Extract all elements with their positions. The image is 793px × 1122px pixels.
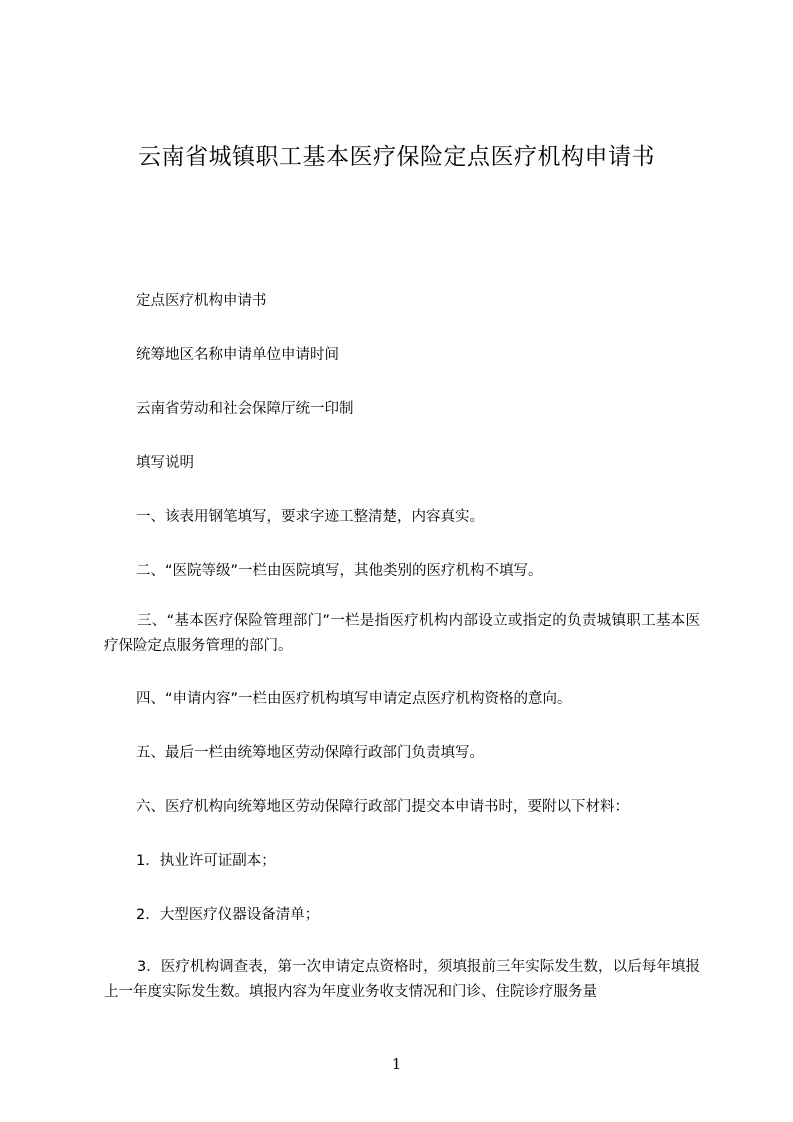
paragraph-subtitle: 定点医疗机构申请书 bbox=[136, 293, 267, 309]
paragraph-instructions-heading: 填写说明 bbox=[136, 455, 194, 471]
paragraph-material-1: 1．执业许可证副本； bbox=[136, 853, 276, 869]
paragraph-material-2: 2．大型医疗仪器设备清单； bbox=[136, 907, 320, 923]
paragraph-material-3: 3．医疗机构调查表，第一次申请定点资格时，须填报前三年实际发生数，以后每年填报上一年度实际发生数。填报内容为年度业务收支情况和门诊、住院诊疗服务量 bbox=[104, 959, 700, 1000]
paragraph-instruction-5: 五、最后一栏由统筹地区劳动保障行政部门负责填写。 bbox=[136, 745, 484, 761]
paragraph-application-fields: 统筹地区名称申请单位申请时间 bbox=[136, 347, 339, 363]
paragraph-instruction-2: 二、“医院等级”一栏由医院填写，其他类别的医疗机构不填写。 bbox=[136, 563, 543, 579]
paragraph-instruction-3: 三、“基本医疗保险管理部门”一栏是指医疗机构内部设立或指定的负责城镇职工基本医疗保险定点服务管理的部门。 bbox=[104, 613, 700, 654]
paragraph-instruction-6: 六、医疗机构向统筹地区劳动保障行政部门提交本申请书时，要附以下材料： bbox=[136, 799, 629, 815]
paragraph-issuer: 云南省劳动和社会保障厅统一印制 bbox=[136, 401, 354, 417]
paragraph-instruction-1: 一、该表用钢笔填写，要求字迹工整清楚，内容真实。 bbox=[136, 509, 484, 525]
document-title: 云南省城镇职工基本医疗保险定点医疗机构申请书 bbox=[138, 144, 655, 170]
page-number: 1 bbox=[391, 1055, 402, 1073]
paragraph-instruction-4: 四、“申请内容”一栏由医疗机构填写申请定点医疗机构资格的意向。 bbox=[136, 691, 572, 707]
